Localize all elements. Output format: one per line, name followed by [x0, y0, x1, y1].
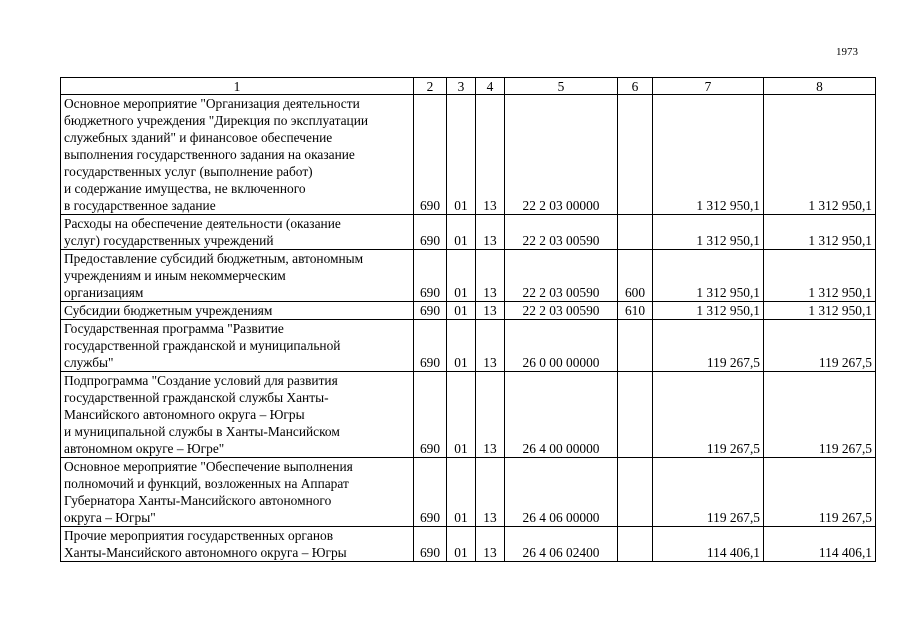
row-name-line: организациям [64, 285, 144, 300]
row-name-line: полномочий и функций, возложенных на Аппарат [64, 476, 349, 491]
row-name-cell [61, 215, 414, 250]
expense-type-cell [618, 215, 653, 250]
row-name-cell [61, 95, 414, 215]
row-name-line: Государственная программа "Развитие [64, 321, 284, 336]
section-code-cell: 01 [447, 458, 476, 527]
table-row [61, 458, 876, 527]
row-name-cell [61, 527, 414, 562]
target-article-cell: 22 2 03 00590 [505, 250, 618, 302]
ministry-code-cell: 690 [414, 302, 447, 320]
row-name-line: Расходы на обеспечение деятельности (оказание [64, 216, 341, 231]
target-article-cell: 26 4 00 00000 [505, 372, 618, 458]
ministry-code-cell: 690 [414, 372, 447, 458]
table-row [61, 250, 876, 302]
column-header: 4 [476, 78, 505, 95]
section-code-cell: 01 [447, 215, 476, 250]
row-name-line: Основное мероприятие "Обеспечение выполнения [64, 459, 353, 474]
subsection-code-cell: 13 [476, 458, 505, 527]
section-code-cell: 01 [447, 527, 476, 562]
amount-cell: 1 312 950,1 [764, 215, 876, 250]
expense-type-cell [618, 527, 653, 562]
subsection-code-cell: 13 [476, 320, 505, 372]
column-header: 3 [447, 78, 476, 95]
column-header: 8 [764, 78, 876, 95]
row-name-line: государственных услуг (выполнение работ) [64, 164, 313, 179]
column-header: 6 [618, 78, 653, 95]
ministry-code-cell: 690 [414, 458, 447, 527]
row-name-line: в государственное задание [64, 198, 216, 213]
expense-type-cell [618, 372, 653, 458]
target-article-cell: 22 2 03 00590 [505, 215, 618, 250]
row-name-line: государственной гражданской и муниципальной [64, 338, 341, 353]
target-article-cell: 22 2 03 00590 [505, 302, 618, 320]
section-code-cell: 01 [447, 250, 476, 302]
row-name-line: государственной гражданской службы Ханты- [64, 390, 329, 405]
row-name-cell [61, 320, 414, 372]
subsection-code-cell: 13 [476, 95, 505, 215]
table-row [61, 527, 876, 562]
amount-cell: 119 267,5 [764, 320, 876, 372]
amount-cell: 1 312 950,1 [653, 302, 764, 320]
target-article-cell: 26 4 06 00000 [505, 458, 618, 527]
expense-type-cell: 600 [618, 250, 653, 302]
amount-cell: 114 406,1 [764, 527, 876, 562]
amount-cell: 1 312 950,1 [764, 302, 876, 320]
amount-cell: 119 267,5 [653, 458, 764, 527]
row-name-line: и муниципальной службы в Ханты-Мансийском [64, 424, 340, 439]
table-row [61, 320, 876, 372]
row-name-line: службы" [64, 355, 114, 370]
table-row [61, 95, 876, 215]
row-name-line: услуг) государственных учреждений [64, 233, 274, 248]
amount-cell: 119 267,5 [653, 372, 764, 458]
column-header: 1 [61, 78, 414, 95]
table-row [61, 302, 876, 320]
row-name-line: Основное мероприятие "Организация деятельности [64, 96, 360, 111]
amount-cell: 1 312 950,1 [653, 95, 764, 215]
target-article-cell: 26 4 06 02400 [505, 527, 618, 562]
amount-cell: 114 406,1 [653, 527, 764, 562]
row-name-line: Субсидии бюджетным учреждениям [64, 303, 273, 318]
page-number: 1973 [836, 46, 858, 58]
section-code-cell: 01 [447, 372, 476, 458]
expense-type-cell [618, 458, 653, 527]
section-code-cell: 01 [447, 320, 476, 372]
amount-cell: 119 267,5 [764, 372, 876, 458]
row-name-line: Подпрограмма "Создание условий для развития [64, 373, 338, 388]
row-name-line: бюджетного учреждения "Дирекция по эксплуатации [64, 113, 369, 128]
row-name-line: и содержание имущества, не включенного [64, 181, 306, 196]
amount-cell: 1 312 950,1 [764, 250, 876, 302]
column-header: 7 [653, 78, 764, 95]
ministry-code-cell: 690 [414, 320, 447, 372]
subsection-code-cell: 13 [476, 250, 505, 302]
amount-cell: 119 267,5 [764, 458, 876, 527]
expense-type-cell [618, 95, 653, 215]
expense-type-cell: 610 [618, 302, 653, 320]
table-row [61, 215, 876, 250]
expense-type-cell [618, 320, 653, 372]
amount-cell: 1 312 950,1 [653, 215, 764, 250]
target-article-cell: 22 2 03 00000 [505, 95, 618, 215]
subsection-code-cell: 13 [476, 372, 505, 458]
amount-cell: 119 267,5 [653, 320, 764, 372]
row-name-cell [61, 458, 414, 527]
table-header-row [61, 78, 876, 95]
row-name-line: Мансийского автономного округа – Югры [64, 407, 305, 422]
row-name-cell [61, 302, 414, 320]
ministry-code-cell: 690 [414, 215, 447, 250]
ministry-code-cell: 690 [414, 250, 447, 302]
table-row [61, 372, 876, 458]
section-code-cell: 01 [447, 95, 476, 215]
ministry-code-cell: 690 [414, 527, 447, 562]
row-name-cell [61, 250, 414, 302]
row-name-line: Предоставление субсидий бюджетным, автономным [64, 251, 364, 266]
amount-cell: 1 312 950,1 [764, 95, 876, 215]
target-article-cell: 26 0 00 00000 [505, 320, 618, 372]
section-code-cell: 01 [447, 302, 476, 320]
subsection-code-cell: 13 [476, 302, 505, 320]
column-header: 2 [414, 78, 447, 95]
subsection-code-cell: 13 [476, 215, 505, 250]
row-name-line: выполнения государственного задания на оказание [64, 147, 355, 162]
row-name-line: служебных зданий" и финансовое обеспечение [64, 130, 333, 145]
row-name-line: Ханты-Мансийского автономного округа – Югры [64, 545, 347, 560]
column-header: 5 [505, 78, 618, 95]
row-name-line: Прочие мероприятия государственных органов [64, 528, 334, 543]
ministry-code-cell: 690 [414, 95, 447, 215]
row-name-line: учреждениям и иным некоммерческим [64, 268, 286, 283]
subsection-code-cell: 13 [476, 527, 505, 562]
row-name-line: округа – Югры" [64, 510, 156, 525]
budget-table [60, 77, 876, 562]
row-name-line: автономном округе – Югре" [64, 441, 225, 456]
row-name-cell [61, 372, 414, 458]
amount-cell: 1 312 950,1 [653, 250, 764, 302]
row-name-line: Губернатора Ханты-Мансийского автономного [64, 493, 332, 508]
